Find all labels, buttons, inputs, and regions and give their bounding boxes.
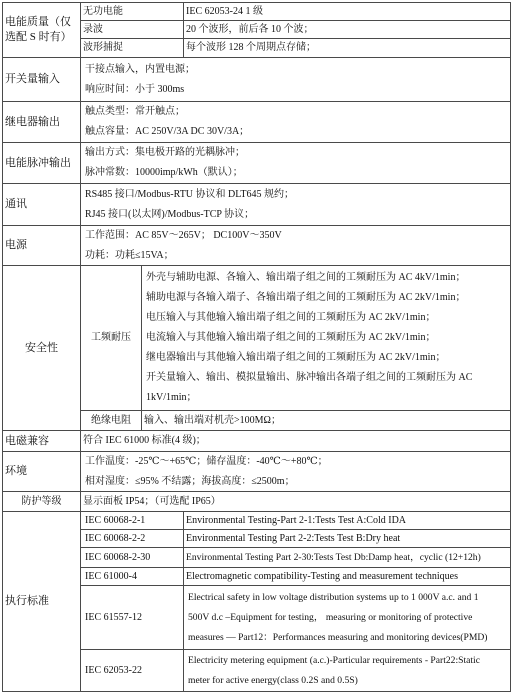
switch-input-line: 干接点输入，内置电源； [85,63,195,75]
withstand-value [142,266,511,411]
standard-code: IEC 61000-4 [81,568,184,586]
power-supply-label: 电源 [3,226,81,266]
recording-name: 录波 [81,21,184,39]
table-row [3,58,511,102]
switch-input-label: 开关量输入 [3,58,81,102]
standard-code: IEC 62053-22 [81,650,184,692]
table-row [3,143,511,184]
standard-desc: Environmental Testing Part 2-30:Tests Test Db:Damp heat，cyclic (12+12h) [184,548,511,568]
withstand-line: 外壳与辅助电源、各输入、输出端子组之间的工频耐压为 AC 4kV/1min； [146,272,466,283]
table-row [3,431,511,452]
comm-line: RS485 接口/Modbus-RTU 协议和 DLT645 规约； [85,188,295,200]
table-row [3,512,511,530]
comm-label: 通讯 [3,184,81,226]
table-row [3,266,511,411]
pulse-output-line: 输出方式：集电极开路的光耦脉冲； [85,147,245,158]
pulse-output-value [81,143,511,184]
environment-line: 相对湿度：≤95% 不结露；海拔高度：≤2500m； [85,475,295,487]
environment-line: 工作温度：-25℃～+65℃；储存温度：-40℃～+80℃； [85,455,328,467]
withstand-line: 电压输入与其他输入输出端子组之间的工频耐压为 AC 2kV/1min； [146,312,436,323]
table-row [3,184,511,226]
standard-desc-line: measures — Part12：Performances measuring and monitoring devices(PMD) [188,631,488,643]
withstand-line: 辅助电源与各输入端子、各输出端子组之间的工频耐压为 AC 2kV/1min； [146,292,466,303]
standards-label: 执行标准 [3,512,81,692]
withstand-line: 电流输入与其他输入输出端子组之间的工频耐压为 AC 2kV/1min； [146,332,436,343]
protection-value: 显示面板 IP54；（可选配 IP65） [81,492,511,512]
emc-value: 符合 IEC 61000 标准(4 级)； [81,431,511,452]
spec-table [2,2,511,692]
environment-value [81,452,511,492]
insulation-name: 绝缘电阻 [81,411,142,431]
power-quality-label: 电能质量（仅选配 S 时有） [3,3,81,58]
power-supply-value [81,226,511,266]
withstand-name: 工频耐压 [81,266,142,411]
standard-desc-line: 500V d.c –Equipment for testing， measuring or monitoring of protective [188,611,473,623]
standard-desc: Environmental Testing Part 2-2:Tests Test B:Dry heat [184,530,511,548]
standard-desc [184,586,511,650]
withstand-line: 开关量输入、输出、模拟量输出、脉冲输出各端子组之间的工频耐压为 AC [146,372,473,383]
pulse-output-label: 电能脉冲输出 [3,143,81,184]
reactive-energy-value: IEC 62053-24 1 级 [184,3,511,21]
pulse-output-line: 脉冲常数：10000imp/kWh（默认）； [85,167,243,178]
standard-desc: Environmental Testing-Part 2-1:Tests Test A:Cold IDA [184,512,511,530]
protection-label: 防护等级 [3,492,81,512]
standard-desc-line: Electrical safety in low voltage distribution systems up to 1 000V a.c. and 1 [188,591,479,603]
relay-output-line: 触点类型：常开触点； [85,106,185,117]
standard-desc-line: Electricity metering equipment (a.c.)-Particular requirements - Part22:Static [188,654,480,666]
emc-label: 电磁兼容 [3,431,81,452]
comm-line: RJ45 接口(以太网)/Modbus-TCP 协议； [85,208,255,220]
insulation-value: 输入、输出端对机壳>100MΩ； [142,411,511,431]
withstand-line: 继电器输出与其他输入输出端子组之间的工频耐压为 AC 2kV/1min； [146,352,446,363]
withstand-line: 1kV/1min； [146,392,197,403]
switch-input-line: 响应时间：小于 300ms [85,83,185,95]
reactive-energy-name: 无功电能 [81,3,184,21]
standard-code: IEC 60068-2-2 [81,530,184,548]
table-row [3,3,511,21]
recording-value: 20 个波形，前后各 10 个波； [184,21,511,39]
relay-output-line: 触点容量：AC 250V/3A DC 30V/3A； [85,126,250,137]
capture-name: 波形捕捉 [81,39,184,58]
safety-label: 安全性 [3,266,81,431]
standard-code: IEC 60068-2-1 [81,512,184,530]
switch-input-value [81,58,511,102]
table-row [3,226,511,266]
table-row [3,102,511,143]
power-supply-line: 工作范围：AC 85V～265V； DC100V～350V [85,229,282,241]
relay-output-label: 继电器输出 [3,102,81,143]
table-row [3,492,511,512]
environment-label: 环境 [3,452,81,492]
capture-value: 每个波形 128 个周期点存储； [184,39,511,58]
power-supply-line: 功耗：功耗≤15VA； [85,249,174,261]
standard-desc [184,650,511,692]
standard-code: IEC 60068-2-30 [81,548,184,568]
standard-desc-line: meter for active energy(class 0.2S and 0.5S) [188,674,358,686]
comm-value [81,184,511,226]
standard-code: IEC 61557-12 [81,586,184,650]
standard-desc: Electromagnetic compatibility-Testing and measurement techniques [184,568,511,586]
relay-output-value [81,102,511,143]
table-row [3,452,511,492]
